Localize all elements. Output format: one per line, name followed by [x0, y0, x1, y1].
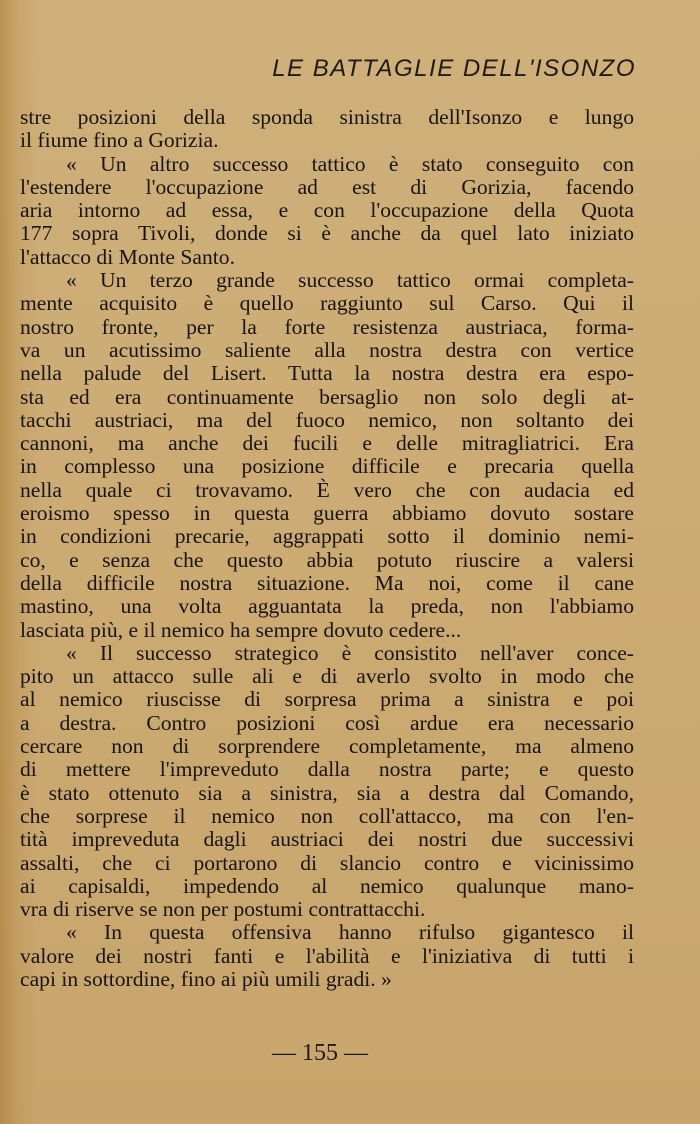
text-line: « In questa offensiva hanno rifulso gigantesco il [66, 920, 634, 945]
text-line: tacchi austriaci, ma del fuoco nemico, non soltanto dei [20, 407, 634, 432]
text-line: l'attacco di Monte Santo. [20, 244, 235, 269]
text-line: nostro fronte, per la forte resistenza austriaca, forma- [20, 314, 634, 339]
body-text [20, 106, 634, 991]
text-line: in condizioni precarie, aggrappati sotto il dominio nemi- [20, 524, 634, 549]
text-line: tità impreveduta dagli austriaci dei nostri due successivi [20, 827, 634, 852]
text-line: il fiume fino a Gorizia. [20, 128, 219, 153]
text-line: stre posizioni della sponda sinistra dell'Isonzo e lungo [20, 105, 634, 129]
text-line: assalti, che ci portarono di slancio contro e vicinissimo [20, 850, 634, 875]
text-line: nella quale ci trovavamo. È vero che con audacia ed [20, 477, 634, 502]
text-line: « Un terzo grande successo tattico ormai completa- [66, 268, 634, 293]
text-line: cercare non di sorprendere completamente, ma almeno [20, 734, 634, 759]
text-line: valore dei nostri fanti e l'abilità e l'iniziativa di tutti i [20, 943, 634, 968]
text-line: mastino, una volta agguantata la preda, non l'abbiamo [20, 594, 634, 619]
text-line: della difficile nostra situazione. Ma noi, come il cane [20, 570, 634, 595]
text-line: aria intorno ad essa, e con l'occupazione della Quota [20, 198, 634, 223]
text-line: che sorprese il nemico non coll'attacco, ma con l'en- [20, 803, 634, 828]
text-line: 177 sopra Tivoli, donde si è anche da quel lato iniziato [20, 221, 634, 246]
text-line: « Un altro successo tattico è stato conseguito con [66, 151, 634, 176]
text-line: in complesso una posizione difficile e precaria quella [20, 454, 634, 479]
text-line: capi in sottordine, fino ai più umili gradi. » [20, 966, 392, 991]
text-line: di mettere l'impreveduto dalla nostra parte; e questo [20, 757, 634, 782]
page-number: — 155 — [272, 1040, 368, 1066]
text-line: mente acquisito è quello raggiunto sul Carso. Qui il [20, 291, 634, 316]
text-line: « Il successo strategico è consistito nell'aver conce- [66, 640, 634, 665]
text-line: co, e senza che questo abbia potuto riuscire a valersi [20, 547, 634, 572]
text-line: sta ed era continuamente bersaglio non solo degli at- [20, 384, 634, 409]
text-line: è stato ottenuto sia a sinistra, sia a destra dal Comando, [20, 780, 634, 805]
text-line: a destra. Contro posizioni così ardue era necessario [20, 710, 634, 735]
text-line: vra di riserve se non per postumi contrattacchi. [20, 897, 426, 922]
text-line: ai capisaldi, impedendo al nemico qualunque mano- [20, 873, 634, 898]
text-line: eroismo spesso in questa guerra abbiamo dovuto sostare [20, 501, 634, 526]
text-line: l'estendere l'occupazione ad est di Gorizia, facendo [20, 174, 634, 199]
text-line: va un acutissimo saliente alla nostra destra con vertice [20, 337, 634, 362]
text-line: pito un attacco sulle ali e di averlo svolto in modo che [20, 664, 634, 689]
text-line: lasciata più, e il nemico ha sempre dovuto cedere... [20, 617, 462, 642]
text-line: al nemico riuscisse di sorpresa prima a sinistra e poi [20, 687, 634, 712]
running-header: LE BATTAGLIE DELL'ISONZO [272, 55, 636, 82]
text-line: nella palude del Lisert. Tutta la nostra destra era espo- [20, 361, 634, 386]
text-line: cannoni, ma anche dei fucili e delle mitragliatrici. Era [20, 431, 634, 456]
